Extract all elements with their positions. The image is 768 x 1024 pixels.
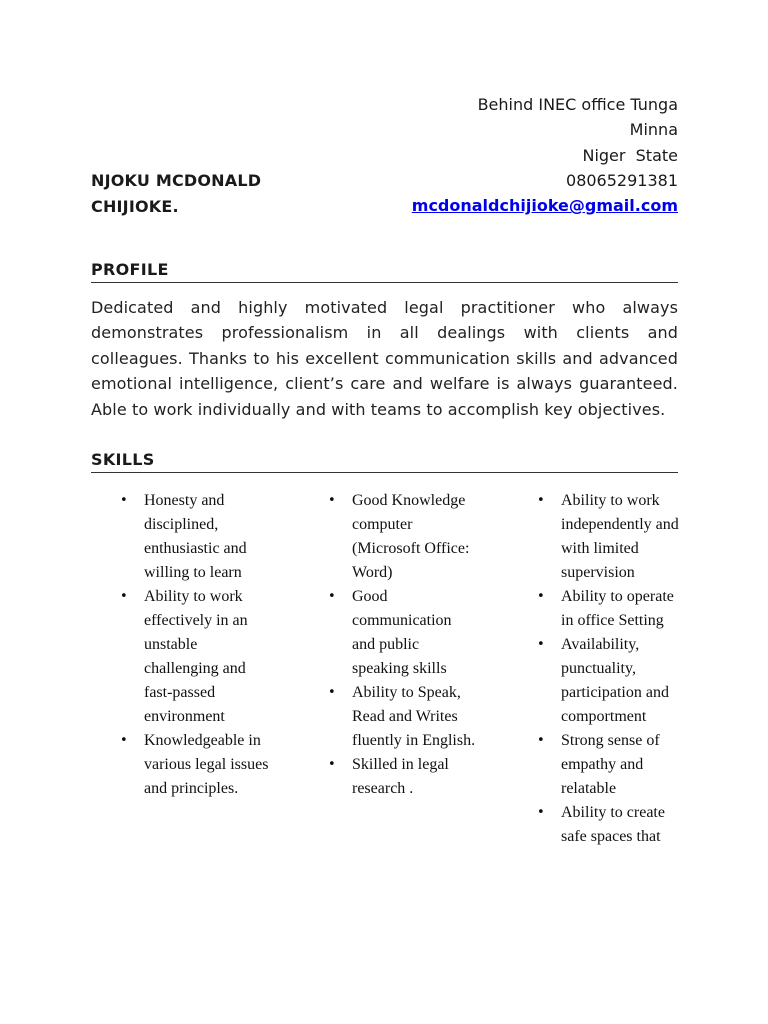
skill-item: • Ability to work independently and with limited supervision xyxy=(537,489,682,585)
candidate-name xyxy=(91,168,261,219)
skill-item: • Ability to create safe spaces that xyxy=(537,801,682,849)
skills-list xyxy=(91,489,678,909)
skill-item: • Skilled in legal research . xyxy=(328,753,478,801)
skill-item: • Ability to operate in office Setting xyxy=(537,585,682,633)
address-line: Minna xyxy=(629,120,678,140)
skill-item: • Strong sense of empathy and relatable xyxy=(537,729,682,801)
skills-heading: SKILLS xyxy=(91,450,678,473)
contact-block xyxy=(412,92,678,218)
name-line: NJOKU MCDONALD xyxy=(91,171,262,190)
skill-item: • Ability to work effectively in an unstable challenging and fast-passed environment xyxy=(120,585,270,729)
resume-header xyxy=(91,92,678,220)
skills-column-1 xyxy=(120,489,270,801)
phone-number: 08065291381 xyxy=(566,170,678,190)
name-line: CHIJIOKE. xyxy=(91,196,179,216)
skill-item: • Good communication and public speaking skills xyxy=(328,585,478,681)
skill-item: • Availability, punctuality, participation and comportment xyxy=(537,633,682,729)
skills-column-3 xyxy=(537,489,682,849)
address-line: Behind INEC office Tunga xyxy=(477,95,678,114)
address-line: Niger State xyxy=(582,145,678,165)
skill-item: • Honesty and disciplined, enthusiastic and willing to learn xyxy=(120,489,270,585)
profile-heading: PROFILE xyxy=(91,260,678,283)
skill-item: • Good Knowledge computer (Microsoft Office: Word) xyxy=(328,489,478,585)
email-link[interactable]: mcdonaldchijioke@gmail.com xyxy=(411,196,678,216)
profile-text: Dedicated and highly motivated legal practitioner who always demonstrates professionalism in all dealings with clients and colleagues. Thanks to his excellent communication skills and advanced emotional intelligence, client’s care and welfare is always guaranteed. Able to work individually and with teams to accomplish key objectives. xyxy=(91,298,678,419)
resume-page xyxy=(91,92,678,909)
skill-item: • Ability to Speak, Read and Writes fluently in English. xyxy=(328,681,478,753)
skill-item: • Knowledgeable in various legal issues and principles. xyxy=(120,729,270,801)
skills-column-2 xyxy=(328,489,478,801)
